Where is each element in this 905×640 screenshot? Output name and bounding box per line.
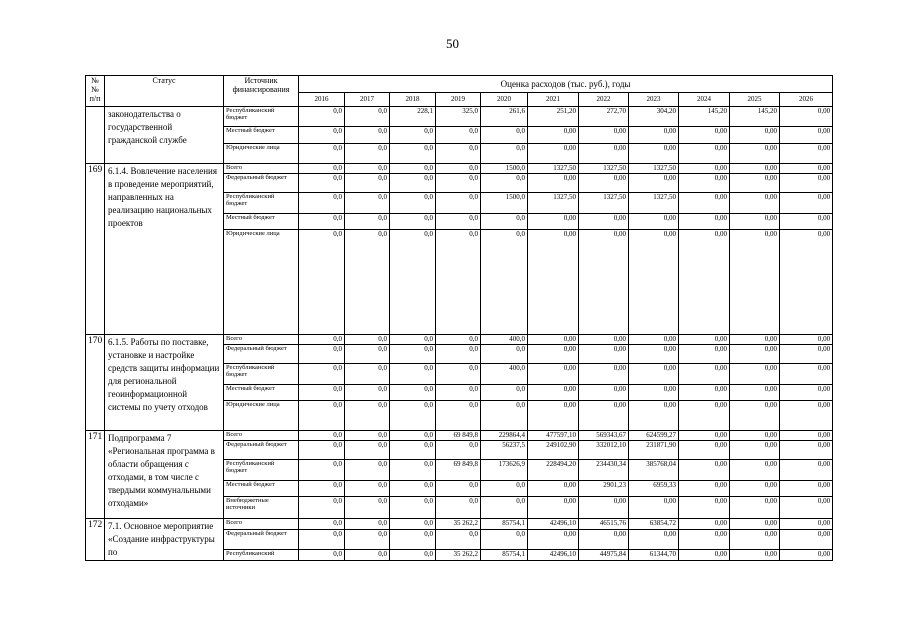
header-year: 2024 <box>679 93 730 107</box>
value-cell: 0,00 <box>679 550 730 561</box>
header-year: 2023 <box>629 93 679 107</box>
value-cell: 0,0 <box>390 127 436 144</box>
value-cell: 0,0 <box>481 529 528 549</box>
value-cell: 69 849,8 <box>436 431 481 441</box>
value-cell: 2901,23 <box>579 481 629 497</box>
value-cell: 0,0 <box>299 174 345 193</box>
value-cell: 0,00 <box>579 230 629 335</box>
value-cell: 0,00 <box>730 431 780 441</box>
value-cell: 0,00 <box>679 441 730 460</box>
value-cell: 0,0 <box>345 385 390 401</box>
value-cell: 0,00 <box>679 144 730 164</box>
value-cell: 0,0 <box>436 481 481 497</box>
value-cell: 0,0 <box>345 230 390 335</box>
value-cell: 0,00 <box>679 214 730 230</box>
value-cell: 0,00 <box>780 214 833 230</box>
value-cell: 0,0 <box>436 385 481 401</box>
value-cell: 0,0 <box>390 481 436 497</box>
value-cell: 0,0 <box>390 460 436 481</box>
value-cell: 0,0 <box>481 127 528 144</box>
value-cell: 0,00 <box>528 364 579 385</box>
value-cell: 0,0 <box>481 174 528 193</box>
value-cell: 0,00 <box>528 230 579 335</box>
funding-source: Юридические лица <box>224 230 299 335</box>
funding-source: Республиканский бюджет <box>224 107 299 127</box>
value-cell: 0,0 <box>299 519 345 530</box>
value-cell: 0,00 <box>730 441 780 460</box>
value-cell: 0,0 <box>299 401 345 431</box>
header-year: 2016 <box>299 93 345 107</box>
header-year: 2017 <box>345 93 390 107</box>
value-cell: 145,20 <box>730 107 780 127</box>
value-cell: 0,00 <box>679 431 730 441</box>
value-cell: 0,00 <box>679 385 730 401</box>
value-cell: 0,00 <box>528 335 579 345</box>
value-cell: 400,0 <box>481 335 528 345</box>
value-cell: 0,0 <box>345 144 390 164</box>
value-cell: 228494,20 <box>528 460 579 481</box>
value-cell: 0,00 <box>780 335 833 345</box>
value-cell: 0,0 <box>299 497 345 519</box>
value-cell: 0,0 <box>436 214 481 230</box>
value-cell: 0,0 <box>481 497 528 519</box>
value-cell: 85754,1 <box>481 519 528 530</box>
value-cell: 0,0 <box>299 385 345 401</box>
value-cell: 0,00 <box>780 519 833 530</box>
value-cell: 0,00 <box>629 144 679 164</box>
value-cell: 42496,10 <box>528 519 579 530</box>
value-cell: 0,00 <box>579 401 629 431</box>
value-cell: 0,0 <box>345 345 390 364</box>
header-expense-title: Оценка расходов (тыс. руб.), годы <box>299 76 833 93</box>
value-cell: 569343,67 <box>579 431 629 441</box>
value-cell: 0,00 <box>629 230 679 335</box>
value-cell: 0,00 <box>579 127 629 144</box>
value-cell: 61344,70 <box>629 550 679 561</box>
value-cell: 1327,50 <box>579 193 629 214</box>
value-cell: 0,00 <box>780 174 833 193</box>
value-cell: 1500,0 <box>481 164 528 174</box>
value-cell: 0,0 <box>299 550 345 561</box>
value-cell: 0,0 <box>345 174 390 193</box>
budget-table <box>85 75 833 561</box>
value-cell: 0,0 <box>390 385 436 401</box>
value-cell: 0,0 <box>390 529 436 549</box>
value-cell: 0,0 <box>345 529 390 549</box>
status-cell: 6.1.4. Вовлечение населения в проведение мероприятий, направленных на реализацию национальных проектов <box>105 164 224 335</box>
value-cell: 63854,72 <box>629 519 679 530</box>
table-row <box>86 335 833 345</box>
value-cell: 0,0 <box>436 364 481 385</box>
value-cell: 0,0 <box>390 550 436 561</box>
value-cell: 0,00 <box>780 441 833 460</box>
value-cell: 0,00 <box>528 401 579 431</box>
value-cell: 0,00 <box>579 335 629 345</box>
value-cell: 0,0 <box>390 335 436 345</box>
value-cell: 0,0 <box>299 230 345 335</box>
value-cell: 0,00 <box>780 481 833 497</box>
value-cell: 0,00 <box>780 529 833 549</box>
value-cell: 0,0 <box>390 364 436 385</box>
value-cell: 251,20 <box>528 107 579 127</box>
value-cell: 0,00 <box>679 164 730 174</box>
value-cell: 0,00 <box>780 230 833 335</box>
funding-source: Местный бюджет <box>224 385 299 401</box>
value-cell: 0,0 <box>436 193 481 214</box>
funding-source: Федеральный бюджет <box>224 441 299 460</box>
value-cell: 1327,50 <box>528 164 579 174</box>
value-cell: 0,00 <box>528 174 579 193</box>
value-cell: 173626,9 <box>481 460 528 481</box>
value-cell: 0,0 <box>299 127 345 144</box>
value-cell: 0,00 <box>528 144 579 164</box>
value-cell: 69 849,8 <box>436 460 481 481</box>
table-row <box>86 431 833 441</box>
funding-source: Всего <box>224 335 299 345</box>
value-cell: 0,00 <box>579 214 629 230</box>
value-cell: 0,0 <box>345 401 390 431</box>
value-cell: 0,0 <box>345 127 390 144</box>
value-cell: 0,00 <box>629 497 679 519</box>
value-cell: 0,00 <box>730 127 780 144</box>
value-cell: 0,0 <box>390 174 436 193</box>
value-cell: 0,0 <box>436 441 481 460</box>
value-cell: 46515,76 <box>579 519 629 530</box>
value-cell: 42496,10 <box>528 550 579 561</box>
value-cell: 0,0 <box>436 127 481 144</box>
value-cell: 0,00 <box>528 385 579 401</box>
value-cell: 0,00 <box>780 107 833 127</box>
value-cell: 0,0 <box>345 193 390 214</box>
value-cell: 0,00 <box>528 214 579 230</box>
value-cell: 35 262,2 <box>436 519 481 530</box>
value-cell: 0,00 <box>528 529 579 549</box>
value-cell: 0,0 <box>390 193 436 214</box>
value-cell: 0,00 <box>730 345 780 364</box>
value-cell: 0,00 <box>679 460 730 481</box>
value-cell: 0,00 <box>629 174 679 193</box>
value-cell: 0,00 <box>780 401 833 431</box>
value-cell: 6959,33 <box>629 481 679 497</box>
value-cell: 0,0 <box>481 401 528 431</box>
value-cell: 0,00 <box>730 364 780 385</box>
value-cell: 0,00 <box>679 127 730 144</box>
value-cell: 0,0 <box>345 164 390 174</box>
value-cell: 0,00 <box>730 214 780 230</box>
value-cell: 0,00 <box>579 497 629 519</box>
value-cell: 0,00 <box>730 481 780 497</box>
value-cell: 0,00 <box>730 519 780 530</box>
funding-source: Внебюджетные источники <box>224 497 299 519</box>
value-cell: 0,0 <box>345 107 390 127</box>
value-cell: 0,0 <box>390 441 436 460</box>
value-cell: 0,0 <box>345 481 390 497</box>
row-number: 171 <box>86 431 105 519</box>
funding-source: Юридические лица <box>224 401 299 431</box>
value-cell: 0,0 <box>390 214 436 230</box>
row-number: 172 <box>86 519 105 561</box>
value-cell: 0,00 <box>528 345 579 364</box>
value-cell: 0,0 <box>299 460 345 481</box>
funding-source: Федеральный бюджет <box>224 529 299 549</box>
value-cell: 1327,50 <box>629 164 679 174</box>
value-cell: 0,00 <box>679 529 730 549</box>
value-cell: 0,0 <box>345 441 390 460</box>
value-cell: 272,70 <box>579 107 629 127</box>
funding-source: Федеральный бюджет <box>224 174 299 193</box>
value-cell: 0,00 <box>730 529 780 549</box>
value-cell: 0,00 <box>629 214 679 230</box>
value-cell: 249102,90 <box>528 441 579 460</box>
value-cell: 0,0 <box>345 550 390 561</box>
value-cell: 1327,50 <box>579 164 629 174</box>
value-cell: 304,20 <box>629 107 679 127</box>
value-cell: 0,0 <box>299 364 345 385</box>
funding-source: Республиканский бюджет <box>224 193 299 214</box>
funding-source: Местный бюджет <box>224 481 299 497</box>
value-cell: 0,0 <box>345 335 390 345</box>
value-cell: 0,0 <box>390 144 436 164</box>
value-cell: 0,00 <box>730 497 780 519</box>
header-year: 2018 <box>390 93 436 107</box>
value-cell: 0,0 <box>390 497 436 519</box>
value-cell: 0,00 <box>629 335 679 345</box>
value-cell: 0,00 <box>780 164 833 174</box>
value-cell: 0,00 <box>579 345 629 364</box>
value-cell: 0,00 <box>780 385 833 401</box>
value-cell: 0,0 <box>481 214 528 230</box>
value-cell: 0,0 <box>481 481 528 497</box>
value-cell: 0,0 <box>299 345 345 364</box>
row-number: 170 <box>86 335 105 431</box>
value-cell: 0,0 <box>481 230 528 335</box>
value-cell: 0,00 <box>730 230 780 335</box>
value-cell: 0,0 <box>299 441 345 460</box>
value-cell: 0,00 <box>780 550 833 561</box>
row-number: 169 <box>86 164 105 335</box>
value-cell: 0,00 <box>679 174 730 193</box>
value-cell: 0,00 <box>780 460 833 481</box>
value-cell: 0,00 <box>579 144 629 164</box>
value-cell: 0,00 <box>629 529 679 549</box>
value-cell: 228,1 <box>390 107 436 127</box>
value-cell: 0,0 <box>299 431 345 441</box>
value-cell: 0,00 <box>780 364 833 385</box>
funding-source: Республиканский бюджет <box>224 460 299 481</box>
header-year: 2020 <box>481 93 528 107</box>
value-cell: 0,00 <box>730 193 780 214</box>
value-cell: 0,0 <box>436 401 481 431</box>
value-cell: 385768,04 <box>629 460 679 481</box>
value-cell: 0,00 <box>679 364 730 385</box>
value-cell: 56237,5 <box>481 441 528 460</box>
value-cell: 0,0 <box>390 230 436 335</box>
value-cell: 0,0 <box>299 193 345 214</box>
value-cell: 0,00 <box>780 127 833 144</box>
status-cell: законодательства о государственной гражданской службе <box>105 107 224 164</box>
value-cell: 0,0 <box>299 107 345 127</box>
value-cell: 0,00 <box>579 529 629 549</box>
value-cell: 0,00 <box>730 335 780 345</box>
funding-source: Местный бюджет <box>224 127 299 144</box>
value-cell: 0,0 <box>481 144 528 164</box>
value-cell: 0,0 <box>345 431 390 441</box>
value-cell: 0,0 <box>436 230 481 335</box>
header-source: Источник финансирования <box>224 76 299 107</box>
header-status: Статус <box>105 76 224 107</box>
funding-source: Местный бюджет <box>224 214 299 230</box>
value-cell: 0,0 <box>436 529 481 549</box>
value-cell: 1327,50 <box>629 193 679 214</box>
status-cell: 7.1. Основное мероприятие «Создание инфраструктуры по <box>105 519 224 561</box>
status-cell: Подпрограмма 7 «Региональная программа в области обращения с отходами, в том числе с твердыми коммунальными отходами» <box>105 431 224 519</box>
header-year: 2022 <box>579 93 629 107</box>
value-cell: 44975,84 <box>579 550 629 561</box>
value-cell: 0,0 <box>436 174 481 193</box>
value-cell: 0,00 <box>528 481 579 497</box>
value-cell: 0,0 <box>390 164 436 174</box>
value-cell: 0,0 <box>299 335 345 345</box>
value-cell: 325,0 <box>436 107 481 127</box>
funding-source: Республиканский <box>224 550 299 561</box>
funding-source: Федеральный бюджет <box>224 345 299 364</box>
value-cell: 261,6 <box>481 107 528 127</box>
value-cell: 0,00 <box>780 497 833 519</box>
page-number: 50 <box>446 36 459 51</box>
value-cell: 0,00 <box>679 519 730 530</box>
value-cell: 0,0 <box>345 460 390 481</box>
value-cell: 0,0 <box>299 214 345 230</box>
value-cell: 624599,27 <box>629 431 679 441</box>
value-cell: 0,00 <box>528 497 579 519</box>
value-cell: 0,00 <box>780 144 833 164</box>
value-cell: 0,00 <box>679 497 730 519</box>
header-year: 2019 <box>436 93 481 107</box>
row-number <box>86 107 105 164</box>
value-cell: 0,00 <box>679 401 730 431</box>
value-cell: 0,0 <box>299 164 345 174</box>
value-cell: 0,00 <box>730 401 780 431</box>
value-cell: 0,00 <box>679 193 730 214</box>
value-cell: 0,00 <box>679 335 730 345</box>
value-cell: 0,00 <box>730 460 780 481</box>
value-cell: 231871,90 <box>629 441 679 460</box>
value-cell: 0,0 <box>436 345 481 364</box>
value-cell: 145,20 <box>679 107 730 127</box>
value-cell: 0,00 <box>730 550 780 561</box>
value-cell: 0,0 <box>345 364 390 385</box>
funding-source: Юридические лица <box>224 144 299 164</box>
value-cell: 0,0 <box>390 431 436 441</box>
value-cell: 332012,10 <box>579 441 629 460</box>
funding-source: Республиканский бюджет <box>224 364 299 385</box>
value-cell: 0,00 <box>579 174 629 193</box>
value-cell: 85754,1 <box>481 550 528 561</box>
value-cell: 0,0 <box>436 144 481 164</box>
funding-source: Всего <box>224 431 299 441</box>
value-cell: 1500,0 <box>481 193 528 214</box>
value-cell: 0,0 <box>481 385 528 401</box>
value-cell: 0,0 <box>299 529 345 549</box>
table-row <box>86 164 833 174</box>
value-cell: 0,0 <box>390 519 436 530</box>
value-cell: 0,00 <box>679 481 730 497</box>
value-cell: 0,00 <box>730 144 780 164</box>
value-cell: 0,00 <box>679 345 730 364</box>
value-cell: 0,00 <box>528 127 579 144</box>
value-cell: 0,00 <box>629 401 679 431</box>
header-year: 2021 <box>528 93 579 107</box>
value-cell: 0,0 <box>299 144 345 164</box>
value-cell: 0,00 <box>629 364 679 385</box>
value-cell: 0,0 <box>345 497 390 519</box>
funding-source: Всего <box>224 164 299 174</box>
value-cell: 0,00 <box>730 174 780 193</box>
header-year: 2026 <box>780 93 833 107</box>
table-row <box>86 107 833 127</box>
value-cell: 0,0 <box>436 497 481 519</box>
value-cell: 0,00 <box>679 230 730 335</box>
value-cell: 0,00 <box>780 193 833 214</box>
value-cell: 0,0 <box>390 345 436 364</box>
value-cell: 0,0 <box>436 164 481 174</box>
value-cell: 0,00 <box>629 345 679 364</box>
header-number: № № п/п <box>86 76 105 107</box>
value-cell: 0,0 <box>436 335 481 345</box>
value-cell: 229864,4 <box>481 431 528 441</box>
value-cell: 0,00 <box>579 385 629 401</box>
value-cell: 0,00 <box>629 127 679 144</box>
header-row-top <box>86 76 833 93</box>
table-row <box>86 519 833 530</box>
value-cell: 0,0 <box>299 481 345 497</box>
value-cell: 234430,34 <box>579 460 629 481</box>
status-cell: 6.1.5. Работы по поставке, установке и настройке средств защиты информации для региональной геоинформационной системы по учету отходов <box>105 335 224 431</box>
value-cell: 0,00 <box>780 431 833 441</box>
value-cell: 0,00 <box>730 385 780 401</box>
value-cell: 0,00 <box>730 164 780 174</box>
header-year: 2025 <box>730 93 780 107</box>
value-cell: 0,00 <box>780 345 833 364</box>
value-cell: 0,0 <box>345 519 390 530</box>
value-cell: 0,00 <box>629 385 679 401</box>
funding-source: Всего <box>224 519 299 530</box>
value-cell: 400,0 <box>481 364 528 385</box>
value-cell: 0,0 <box>345 214 390 230</box>
value-cell: 0,0 <box>481 345 528 364</box>
value-cell: 477597,10 <box>528 431 579 441</box>
value-cell: 35 262,2 <box>436 550 481 561</box>
value-cell: 0,00 <box>579 364 629 385</box>
value-cell: 1327,50 <box>528 193 579 214</box>
value-cell: 0,0 <box>390 401 436 431</box>
